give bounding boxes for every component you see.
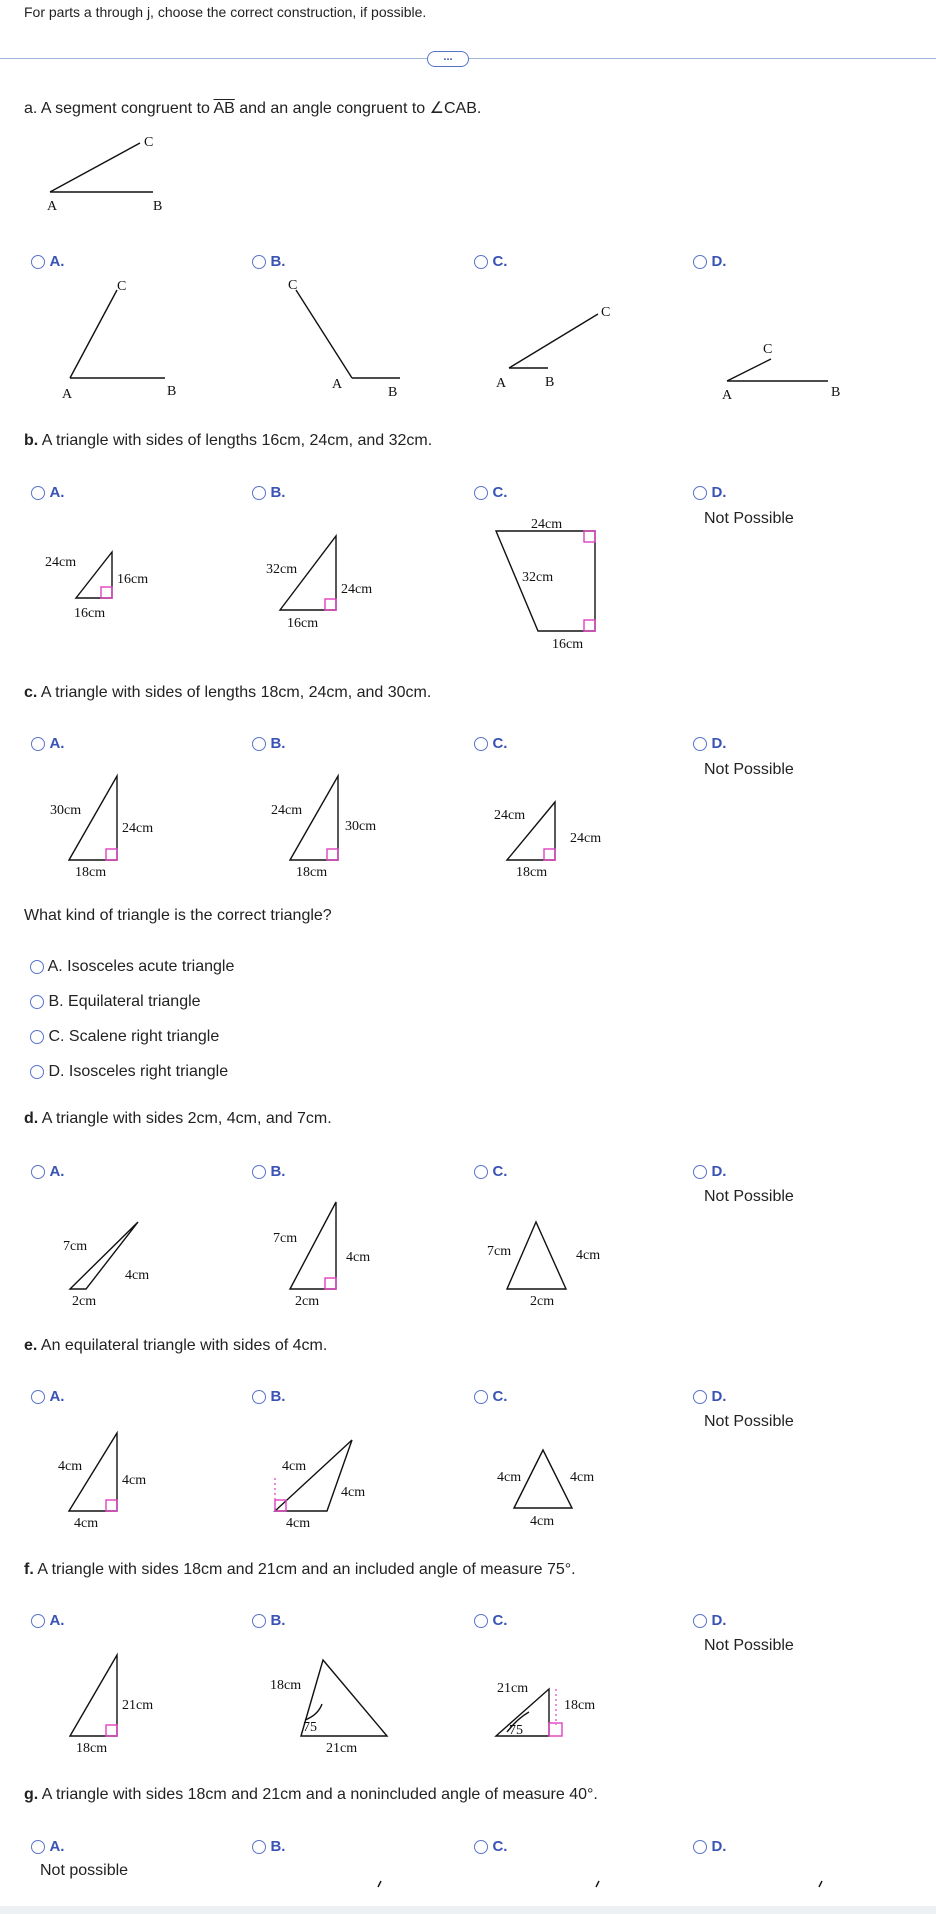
option-a-A[interactable]: A. (31, 253, 64, 271)
option-f-C[interactable]: C. (474, 1612, 507, 1630)
svg-text:A: A (332, 377, 343, 392)
option-b-A[interactable]: A. (31, 484, 64, 502)
option-g-B[interactable]: B. (252, 1838, 285, 1856)
svg-text:18cm: 18cm (564, 1698, 596, 1713)
svg-text:C: C (288, 278, 298, 293)
svg-text:4cm: 4cm (125, 1268, 150, 1283)
svg-text:18cm: 18cm (75, 865, 107, 880)
svg-text:B: B (831, 385, 841, 400)
svg-text:24cm: 24cm (570, 831, 602, 846)
svg-text:4cm: 4cm (286, 1516, 311, 1531)
part-b-prompt: b. A triangle with sides of lengths 16cm, 24cm, and 32cm. (24, 432, 433, 449)
bottom-scroll-edge (0, 1906, 936, 1914)
svg-text:21cm: 21cm (122, 1698, 154, 1713)
option-f-D[interactable]: D. (693, 1612, 726, 1630)
svg-text:16cm: 16cm (74, 606, 106, 621)
svg-text:C: C (601, 305, 611, 320)
svg-text:2cm: 2cm (72, 1294, 97, 1309)
svg-text:C: C (117, 279, 127, 294)
option-d-C[interactable]: C. (474, 1163, 507, 1181)
svg-text:32cm: 32cm (522, 570, 554, 585)
svg-text:21cm: 21cm (326, 1741, 358, 1756)
option-f-B[interactable]: B. (252, 1612, 285, 1630)
svg-text:24cm: 24cm (45, 555, 77, 570)
svg-text:B: B (545, 375, 555, 390)
option-g-C[interactable]: C. (474, 1838, 507, 1856)
instructions: For parts a through j, choose the correct construction, if possible. (24, 4, 427, 20)
svg-text:16cm: 16cm (117, 572, 149, 587)
svg-text:4cm: 4cm (58, 1459, 83, 1474)
svg-text:C: C (144, 135, 154, 150)
choice-c-C[interactable]: C. Scalene right triangle (30, 1028, 219, 1046)
svg-text:B: B (167, 384, 177, 399)
svg-text:4cm: 4cm (74, 1516, 99, 1531)
svg-text:75: 75 (303, 1720, 317, 1735)
option-d-A[interactable]: A. (31, 1163, 64, 1181)
svg-text:24cm: 24cm (341, 582, 373, 597)
svg-text:21cm: 21cm (497, 1681, 529, 1696)
option-e-C[interactable]: C. (474, 1388, 507, 1406)
option-f-A[interactable]: A. (31, 1612, 64, 1630)
option-a-B[interactable]: B. (252, 253, 285, 271)
svg-text:A: A (47, 199, 58, 214)
option-g-D[interactable]: D. (693, 1838, 726, 1856)
option-b-B[interactable]: B. (252, 484, 285, 502)
part-c-prompt: c. A triangle with sides of lengths 18cm, 24cm, and 30cm. (24, 684, 432, 701)
svg-text:32cm: 32cm (266, 562, 298, 577)
option-c-D-text: Not Possible (704, 761, 794, 778)
svg-text:4cm: 4cm (341, 1485, 366, 1500)
choice-c-D[interactable]: D. Isosceles right triangle (30, 1063, 228, 1081)
svg-text:18cm: 18cm (270, 1678, 302, 1693)
part-g-prompt: g. A triangle with sides 18cm and 21cm and a nonincluded angle of measure 40°. (24, 1786, 598, 1803)
option-g-A[interactable]: A. (31, 1838, 64, 1856)
svg-text:24cm: 24cm (122, 821, 154, 836)
svg-text:4cm: 4cm (497, 1470, 522, 1485)
svg-text:30cm: 30cm (345, 819, 377, 834)
option-e-D[interactable]: D. (693, 1388, 726, 1406)
svg-text:24cm: 24cm (531, 517, 563, 532)
option-e-B[interactable]: B. (252, 1388, 285, 1406)
choice-c-B[interactable]: B. Equilateral triangle (30, 993, 201, 1011)
part-e-prompt: e. An equilateral triangle with sides of 4cm. (24, 1337, 328, 1354)
option-d-B[interactable]: B. (252, 1163, 285, 1181)
option-e-A[interactable]: A. (31, 1388, 64, 1406)
svg-text:4cm: 4cm (122, 1473, 147, 1488)
svg-text:4cm: 4cm (346, 1250, 371, 1265)
svg-text:16cm: 16cm (552, 637, 584, 652)
part-f-prompt: f. A triangle with sides 18cm and 21cm and an included angle of measure 75°. (24, 1561, 576, 1578)
option-c-D[interactable]: D. (693, 735, 726, 753)
svg-text:7cm: 7cm (63, 1239, 88, 1254)
svg-text:75: 75 (509, 1723, 523, 1738)
option-e-D-text: Not Possible (704, 1413, 794, 1430)
option-b-D[interactable]: D. (693, 484, 726, 502)
svg-text:A: A (496, 376, 507, 391)
svg-text:18cm: 18cm (296, 865, 328, 880)
option-b-C[interactable]: C. (474, 484, 507, 502)
option-f-D-text: Not Possible (704, 1637, 794, 1654)
svg-text:4cm: 4cm (576, 1248, 601, 1263)
option-c-C[interactable]: C. (474, 735, 507, 753)
svg-text:4cm: 4cm (570, 1470, 595, 1485)
svg-text:A: A (722, 388, 733, 403)
svg-text:18cm: 18cm (516, 865, 548, 880)
svg-text:4cm: 4cm (282, 1459, 307, 1474)
svg-text:B: B (388, 385, 398, 400)
svg-text:A: A (62, 387, 73, 402)
svg-text:7cm: 7cm (273, 1231, 298, 1246)
svg-text:2cm: 2cm (530, 1294, 555, 1309)
option-c-B[interactable]: B. (252, 735, 285, 753)
part-a-prompt: a. A segment congruent to $\overline{AB}$ and an angle congruent to ∠CAB. (24, 100, 482, 117)
option-g-A-text: Not possible (40, 1862, 129, 1879)
svg-text:30cm: 30cm (50, 803, 82, 818)
svg-text:18cm: 18cm (76, 1741, 108, 1756)
choice-c-A[interactable]: A. Isosceles acute triangle (30, 958, 234, 976)
svg-text:7cm: 7cm (487, 1244, 512, 1259)
svg-text:C: C (763, 342, 773, 357)
option-a-D[interactable]: D. (693, 253, 726, 271)
svg-text:16cm: 16cm (287, 616, 319, 631)
option-d-D-text: Not Possible (704, 1188, 794, 1205)
svg-text:2cm: 2cm (295, 1294, 320, 1309)
part-c-followup: What kind of triangle is the correct triangle? (24, 907, 332, 924)
option-b-D-text: Not Possible (704, 510, 794, 527)
svg-text:24cm: 24cm (271, 803, 303, 818)
option-c-A[interactable]: A. (31, 735, 64, 753)
expand-button[interactable]: ... (427, 51, 469, 67)
option-d-D[interactable]: D. (693, 1163, 726, 1181)
svg-text:4cm: 4cm (530, 1514, 555, 1529)
part-d-prompt: d. A triangle with sides 2cm, 4cm, and 7cm. (24, 1110, 332, 1127)
svg-text:B: B (153, 199, 163, 214)
option-a-C[interactable]: C. (474, 253, 507, 271)
svg-text:24cm: 24cm (494, 808, 526, 823)
